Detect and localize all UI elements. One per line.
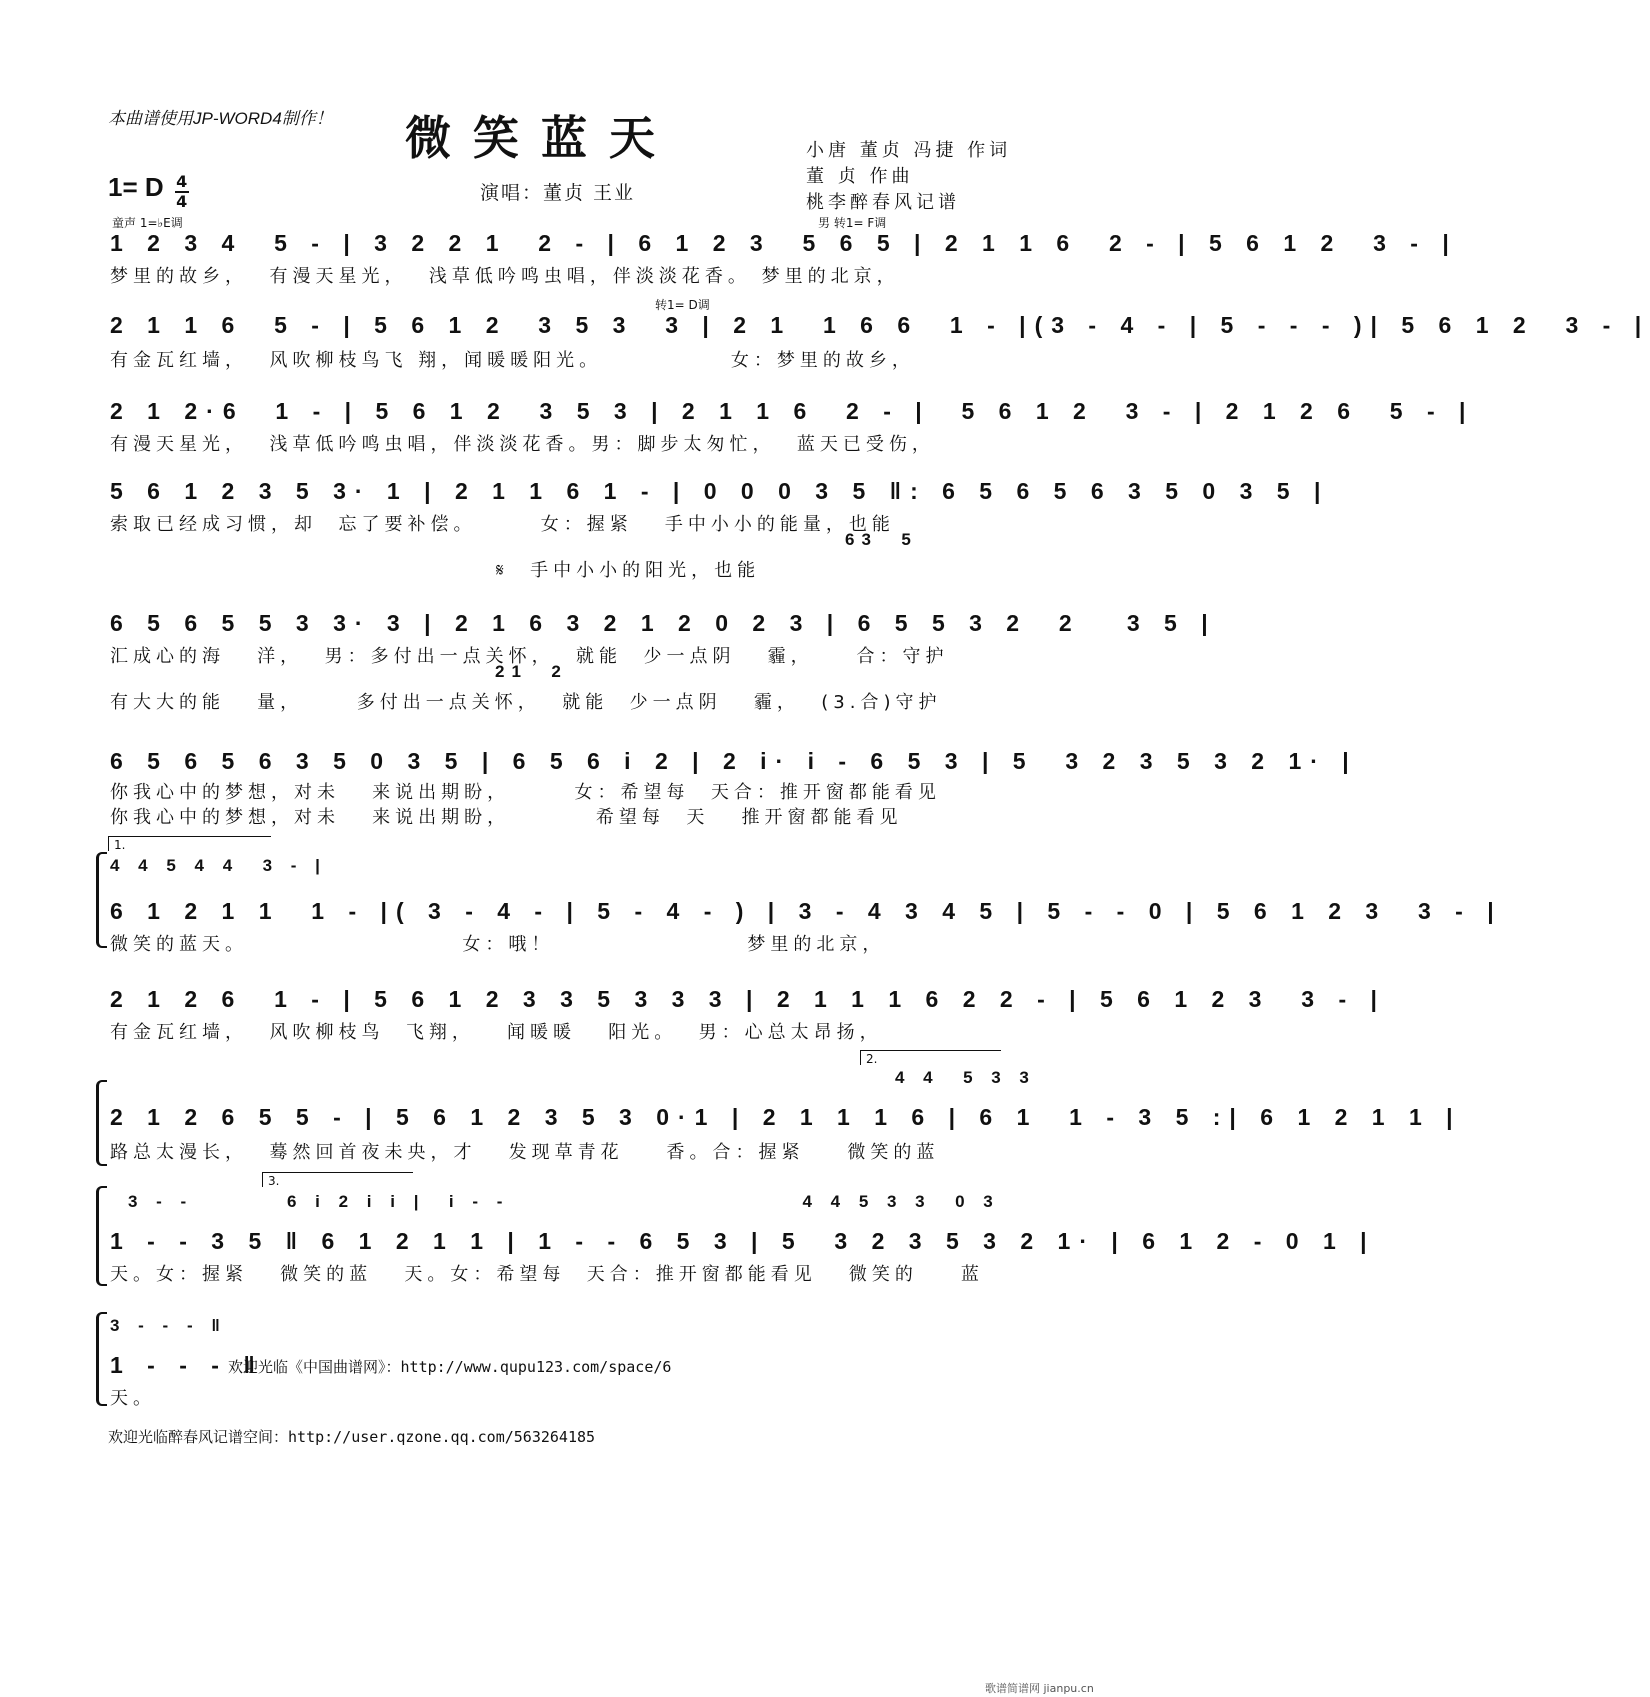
system-brace-row-9 <box>96 1080 107 1166</box>
notes-row-3: 2 1 2·6 1 - | 5 6 1 2 3 5 3 | 2 1 1 6 2 - | 5 6 1 2 3 - | 2 1 2 6 5 - | <box>110 398 1475 424</box>
system-brace-row-10 <box>96 1186 107 1286</box>
composer-credit: 董 贞 作曲 <box>806 166 914 187</box>
lyrics-row-6-line-2: 你我心中的梦想，对未 来说出期盼， 希望每 天 推开窗都能看见 <box>110 807 903 828</box>
time-signature <box>175 171 189 211</box>
lyrics-row-3: 有漫天星光， 浅草低吟鸣虫唱，伴淡淡花香。男：脚步太匆忙， 蓝天已受伤， <box>110 434 935 455</box>
upper-notes-row-11: 3 - - - ‖ <box>110 1316 227 1335</box>
qzone-link-line[interactable]: 欢迎光临醉春风记谱空间：http://user.qzone.qq.com/563264185 <box>108 1428 596 1446</box>
volta-3-bracket <box>262 1172 413 1187</box>
notes-row-2: 2 1 1 6 5 - | 5 6 1 2 3 5 3 3 | 2 1 1 6 6 1 - |(3 - 4 - | 5 - - - )| 5 6 1 2 3 - | <box>110 312 1650 338</box>
key-signature <box>108 172 189 210</box>
site-link-line[interactable]: 欢迎光临《中国曲谱网》：http://www.qupu123.com/space/6 <box>228 1358 672 1376</box>
watermark: 歌谱简谱网 jianpu.cn <box>985 1682 1094 1695</box>
notes-row-5: 6 5 6 5 5 3 3· 3 | 2 1 6 3 2 1 2 0 2 3 | 6 5 5 3 2 2 3 5 | <box>110 610 1217 636</box>
notes-row-6: 6 5 6 5 6 3 5 0 3 5 | 6 5 6 i 2 | 2 i· i - 6 5 3 | 5 3 2 3 5 3 2 1· | <box>110 748 1358 774</box>
lyrics-row-8: 有金瓦红墙， 风吹柳枝鸟 飞翔， 闻暖暖 阳光。 男：心总太昂扬， <box>110 1022 883 1043</box>
volta-2-label: 2. <box>866 1052 878 1066</box>
notes-row-4: 5 6 1 2 3 5 3· 1 | 2 1 1 6 1 - | 0 0 0 3 5 ‖: 6 5 6 5 6 3 5 0 3 5 | <box>110 478 1330 504</box>
mark-male-key: 男 转1= F调 <box>818 216 887 230</box>
transcriber-credit: 桃李醉春风记谱 <box>806 192 960 213</box>
alt-notes-row-4: 63 5 <box>845 530 918 549</box>
notes-row-10: 1 - - 3 5 ‖ 6 1 2 1 1 | 1 - - 6 5 3 | 5 3 2 3 5 3 2 1· | 6 1 2 - 0 1 | <box>110 1228 1376 1254</box>
lyrics-row-1: 梦里的故乡， 有漫天星光， 浅草低吟鸣虫唱，伴淡淡花香。 梦里的北京， <box>110 266 900 287</box>
lyrics-row-9: 路总太漫长， 蓦然回首夜未央，才 发现草青花 香。合：握紧 微笑的蓝 <box>110 1142 940 1163</box>
male-notes-row-7: 4 4 5 4 4 3 - | <box>110 856 327 875</box>
lyrics-row-2: 有金瓦红墙， 风吹柳枝鸟飞 翔，闻暖暖阳光。 女：梦里的故乡， <box>110 350 915 371</box>
volta-2-bracket <box>860 1050 1001 1065</box>
lyrics-row-5-line-2: 有大大的能 量， 多付出一点关怀， 就能 少一点阴 霾， (3.合)守护 <box>110 692 942 713</box>
volta-1-label: 1. <box>114 838 126 852</box>
male-notes-row-9: 4 4 5 3 3 <box>895 1068 1036 1087</box>
upper-notes-row-10: 3 - - 6 i 2 i i | i - - 4 4 5 3 3 0 3 <box>128 1192 1000 1211</box>
key-label: 1= D <box>108 172 164 202</box>
song-title: 微笑蓝天 <box>405 111 677 165</box>
lyricist-credit: 小唐 董贞 冯捷 作词 <box>806 140 1012 161</box>
mark-children-key: 童声 1=♭E调 <box>112 216 183 230</box>
lyrics-row-11: 天。 <box>110 1388 156 1409</box>
software-note: 本曲谱使用JP-WORD4制作！ <box>108 109 333 128</box>
volta-3-label: 3. <box>268 1174 280 1188</box>
lyrics-row-4-line-2: 𝄋 手中小小的阳光，也能 <box>110 560 761 581</box>
lyrics-row-10: 天。女：握紧 微笑的蓝 天。女：希望每 天合：推开窗都能看见 微笑的 蓝 <box>110 1264 984 1285</box>
system-brace-row-7 <box>96 852 107 948</box>
notes-row-9: 2 1 2 6 5 5 - | 5 6 1 2 3 5 3 0·1 | 2 1 1 1 6 | 6 1 1 - 3 5 :| 6 1 2 1 1 | <box>110 1104 1462 1130</box>
alt-notes-row-5: 21 2 <box>495 662 568 681</box>
mark-key-change-d: 转1= D调 <box>655 298 710 312</box>
time-top: 4 <box>176 171 188 191</box>
volta-1-bracket <box>108 836 271 851</box>
system-brace-row-11 <box>96 1312 107 1406</box>
time-bottom: 4 <box>176 191 188 211</box>
notes-row-8: 2 1 2 6 1 - | 5 6 1 2 3 3 5 3 3 3 | 2 1 1 1 6 2 2 - | 5 6 1 2 3 3 - | <box>110 986 1386 1012</box>
lyrics-row-5-line-1: 汇成心的海 洋， 男：多付出一点关怀， 就能 少一点阴 霾， 合：守护 <box>110 646 949 667</box>
notes-row-1: 1 2 3 4 5 - | 3 2 2 1 2 - | 6 1 2 3 5 6 5 | 2 1 1 6 2 - | 5 6 1 2 3 - | <box>110 230 1458 256</box>
notes-row-11: 1 - - - ‖ <box>110 1352 264 1378</box>
singers: 演唱：董贞 王业 <box>480 182 636 204</box>
lyrics-row-6-line-1: 你我心中的梦想，对未 来说出期盼， 女：希望每 天合：推开窗都能看见 <box>110 782 941 803</box>
lyrics-row-4-line-1: 索取已经成习惯，却 忘了要补偿。 女：握紧 手中小小的能量，也能 <box>110 514 895 535</box>
notes-row-7: 6 1 2 1 1 1 - |( 3 - 4 - | 5 - 4 - ) | 3 - 4 3 4 5 | 5 - - 0 | 5 6 1 2 3 3 - | <box>110 898 1503 924</box>
lyrics-row-7: 微笑的蓝天。 女：哦！ 梦里的北京， <box>110 934 886 955</box>
